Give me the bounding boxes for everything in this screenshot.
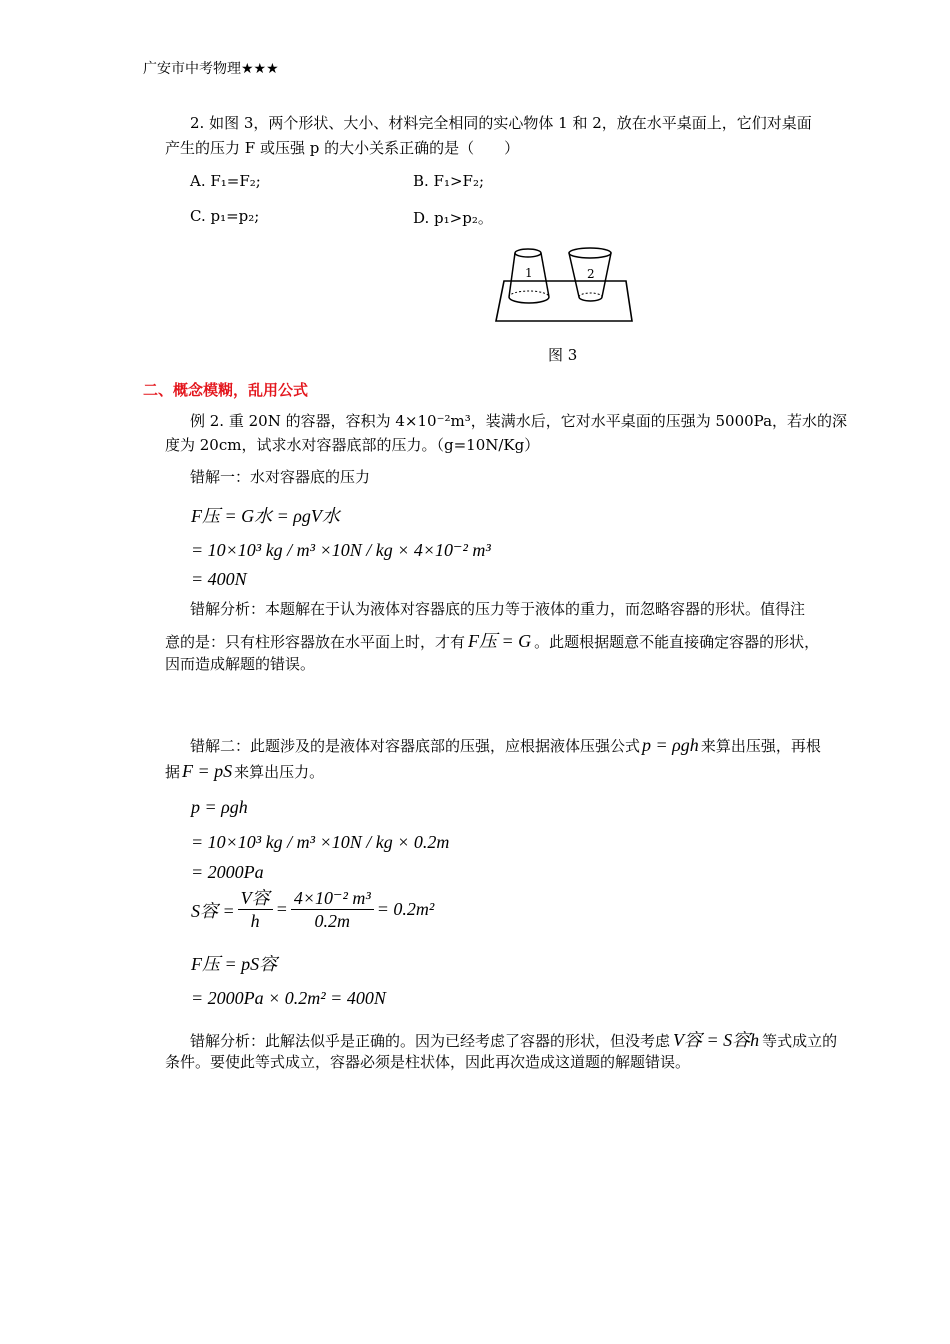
wrong-solution-1-title: 错解一：水对容器底的压力: [190, 468, 371, 486]
eq-4-equals: =: [275, 899, 288, 919]
question-2-line-1: 2. 如图 3，两个形状、大小、材料完全相同的实心物体 1 和 2，放在水平桌面上，它们对桌面: [190, 114, 812, 132]
section-2-heading: 二、概念模糊，乱用公式: [143, 381, 309, 399]
example-2-line-2: 度为 20cm，试求水对容器底部的压力。（g=10N/Kg）: [165, 436, 540, 454]
force-formula: F = pS: [182, 761, 233, 781]
question-2-line-2: 产生的压力 F 或压强 p 的大小关系正确的是（ ）: [165, 139, 520, 157]
figure-3-caption: 图 3: [548, 346, 578, 364]
eq-4-fraction-1-numerator: V容: [238, 887, 273, 910]
volume-formula: V容 = S容h: [673, 1030, 760, 1050]
wrong-analysis-1-formula: F压 = G: [468, 631, 532, 651]
wrong-analysis-1-text-a: 意的是：只有柱形容器放在水平面上时，才有: [165, 633, 466, 651]
option-a: A. F₁=F₂;: [190, 172, 261, 190]
object-2-label: 2: [587, 267, 595, 281]
wrong-solution-2-eq-6: = 2000Pa × 0.2m² = 400N: [191, 988, 386, 1008]
option-b: B. F₁>F₂;: [413, 172, 485, 190]
wrong-solution-2-eq-5: F压 = pS容: [191, 954, 278, 974]
wrong-solution-2-line-2: [165, 761, 324, 782]
wrong-solution-2-text-a: 错解二：此题涉及的是液体对容器底部的压强，应根据液体压强公式: [190, 737, 641, 755]
eq-4-fraction-1: [238, 887, 273, 932]
wrong-analysis-1-line-2: [165, 627, 819, 653]
eq-4-fraction-2: [291, 887, 374, 932]
wrong-solution-1-eq-1: F压 = G水 = ρgV水: [191, 506, 340, 526]
wrong-solution-2-text-c: 据: [165, 763, 181, 781]
wrong-solution-1-eq-3: = 400N: [191, 569, 247, 589]
option-c: C. p₁=p₂;: [190, 207, 260, 225]
wrong-analysis-2-line-1: [190, 1026, 837, 1052]
wrong-solution-2-line-1: [190, 735, 821, 756]
object-1-label: 1: [525, 266, 533, 280]
wrong-analysis-1-line-1: 错解分析：本题解在于认为液体对容器底的压力等于液体的重力，而忽略容器的形状。值得注: [190, 600, 806, 618]
wrong-solution-1-eq-2: = 10×10³ kg / m³ ×10N / kg × 4×10⁻² m³: [191, 540, 491, 560]
wrong-solution-2-text-b: 来算出压强，再根: [700, 737, 821, 755]
wrong-analysis-1-line-3: 因而造成解题的错误。: [165, 655, 316, 673]
wrong-analysis-2-text-b: 等式成立的: [762, 1032, 838, 1050]
page-header: 广安市中考物理★★★: [143, 61, 279, 77]
wrong-solution-2-text-d: 来算出压力。: [234, 763, 325, 781]
eq-4-fraction-2-numerator: 4×10⁻² m³: [291, 887, 374, 910]
eq-4-rhs: = 0.2m²: [376, 899, 435, 919]
wrong-solution-2-eq-1: p = ρgh: [191, 797, 248, 817]
liquid-pressure-formula: p = ρgh: [642, 735, 699, 755]
eq-4-fraction-1-denominator: h: [250, 911, 260, 931]
wrong-solution-2-eq-3: = 2000Pa: [191, 862, 264, 882]
wrong-solution-2-eq-2: = 10×10³ kg / m³ ×10N / kg × 0.2m: [191, 832, 450, 852]
eq-4-lhs: S容 =: [191, 900, 235, 921]
figure-3-frustums: [492, 243, 640, 325]
wrong-solution-2-eq-4: [191, 887, 434, 932]
eq-4-fraction-2-denominator: 0.2m: [314, 911, 351, 931]
wrong-analysis-2-text-a: 错解分析：此解法似乎是正确的。因为已经考虑了容器的形状，但没考虑: [190, 1032, 671, 1050]
wrong-analysis-2-line-2: 条件。要使此等式成立，容器必须是柱状体，因此再次造成这道题的解题错误。: [165, 1053, 691, 1071]
example-2-line-1: 例 2. 重 20N 的容器，容积为 4×10⁻²m³，装满水后，它对水平桌面的压强为 5000Pa，若水的深: [190, 412, 848, 430]
wrong-analysis-1-text-b: 。此题根据题意不能直接确定容器的形状，: [534, 633, 820, 651]
option-d: D. p₁>p₂。: [413, 209, 493, 227]
